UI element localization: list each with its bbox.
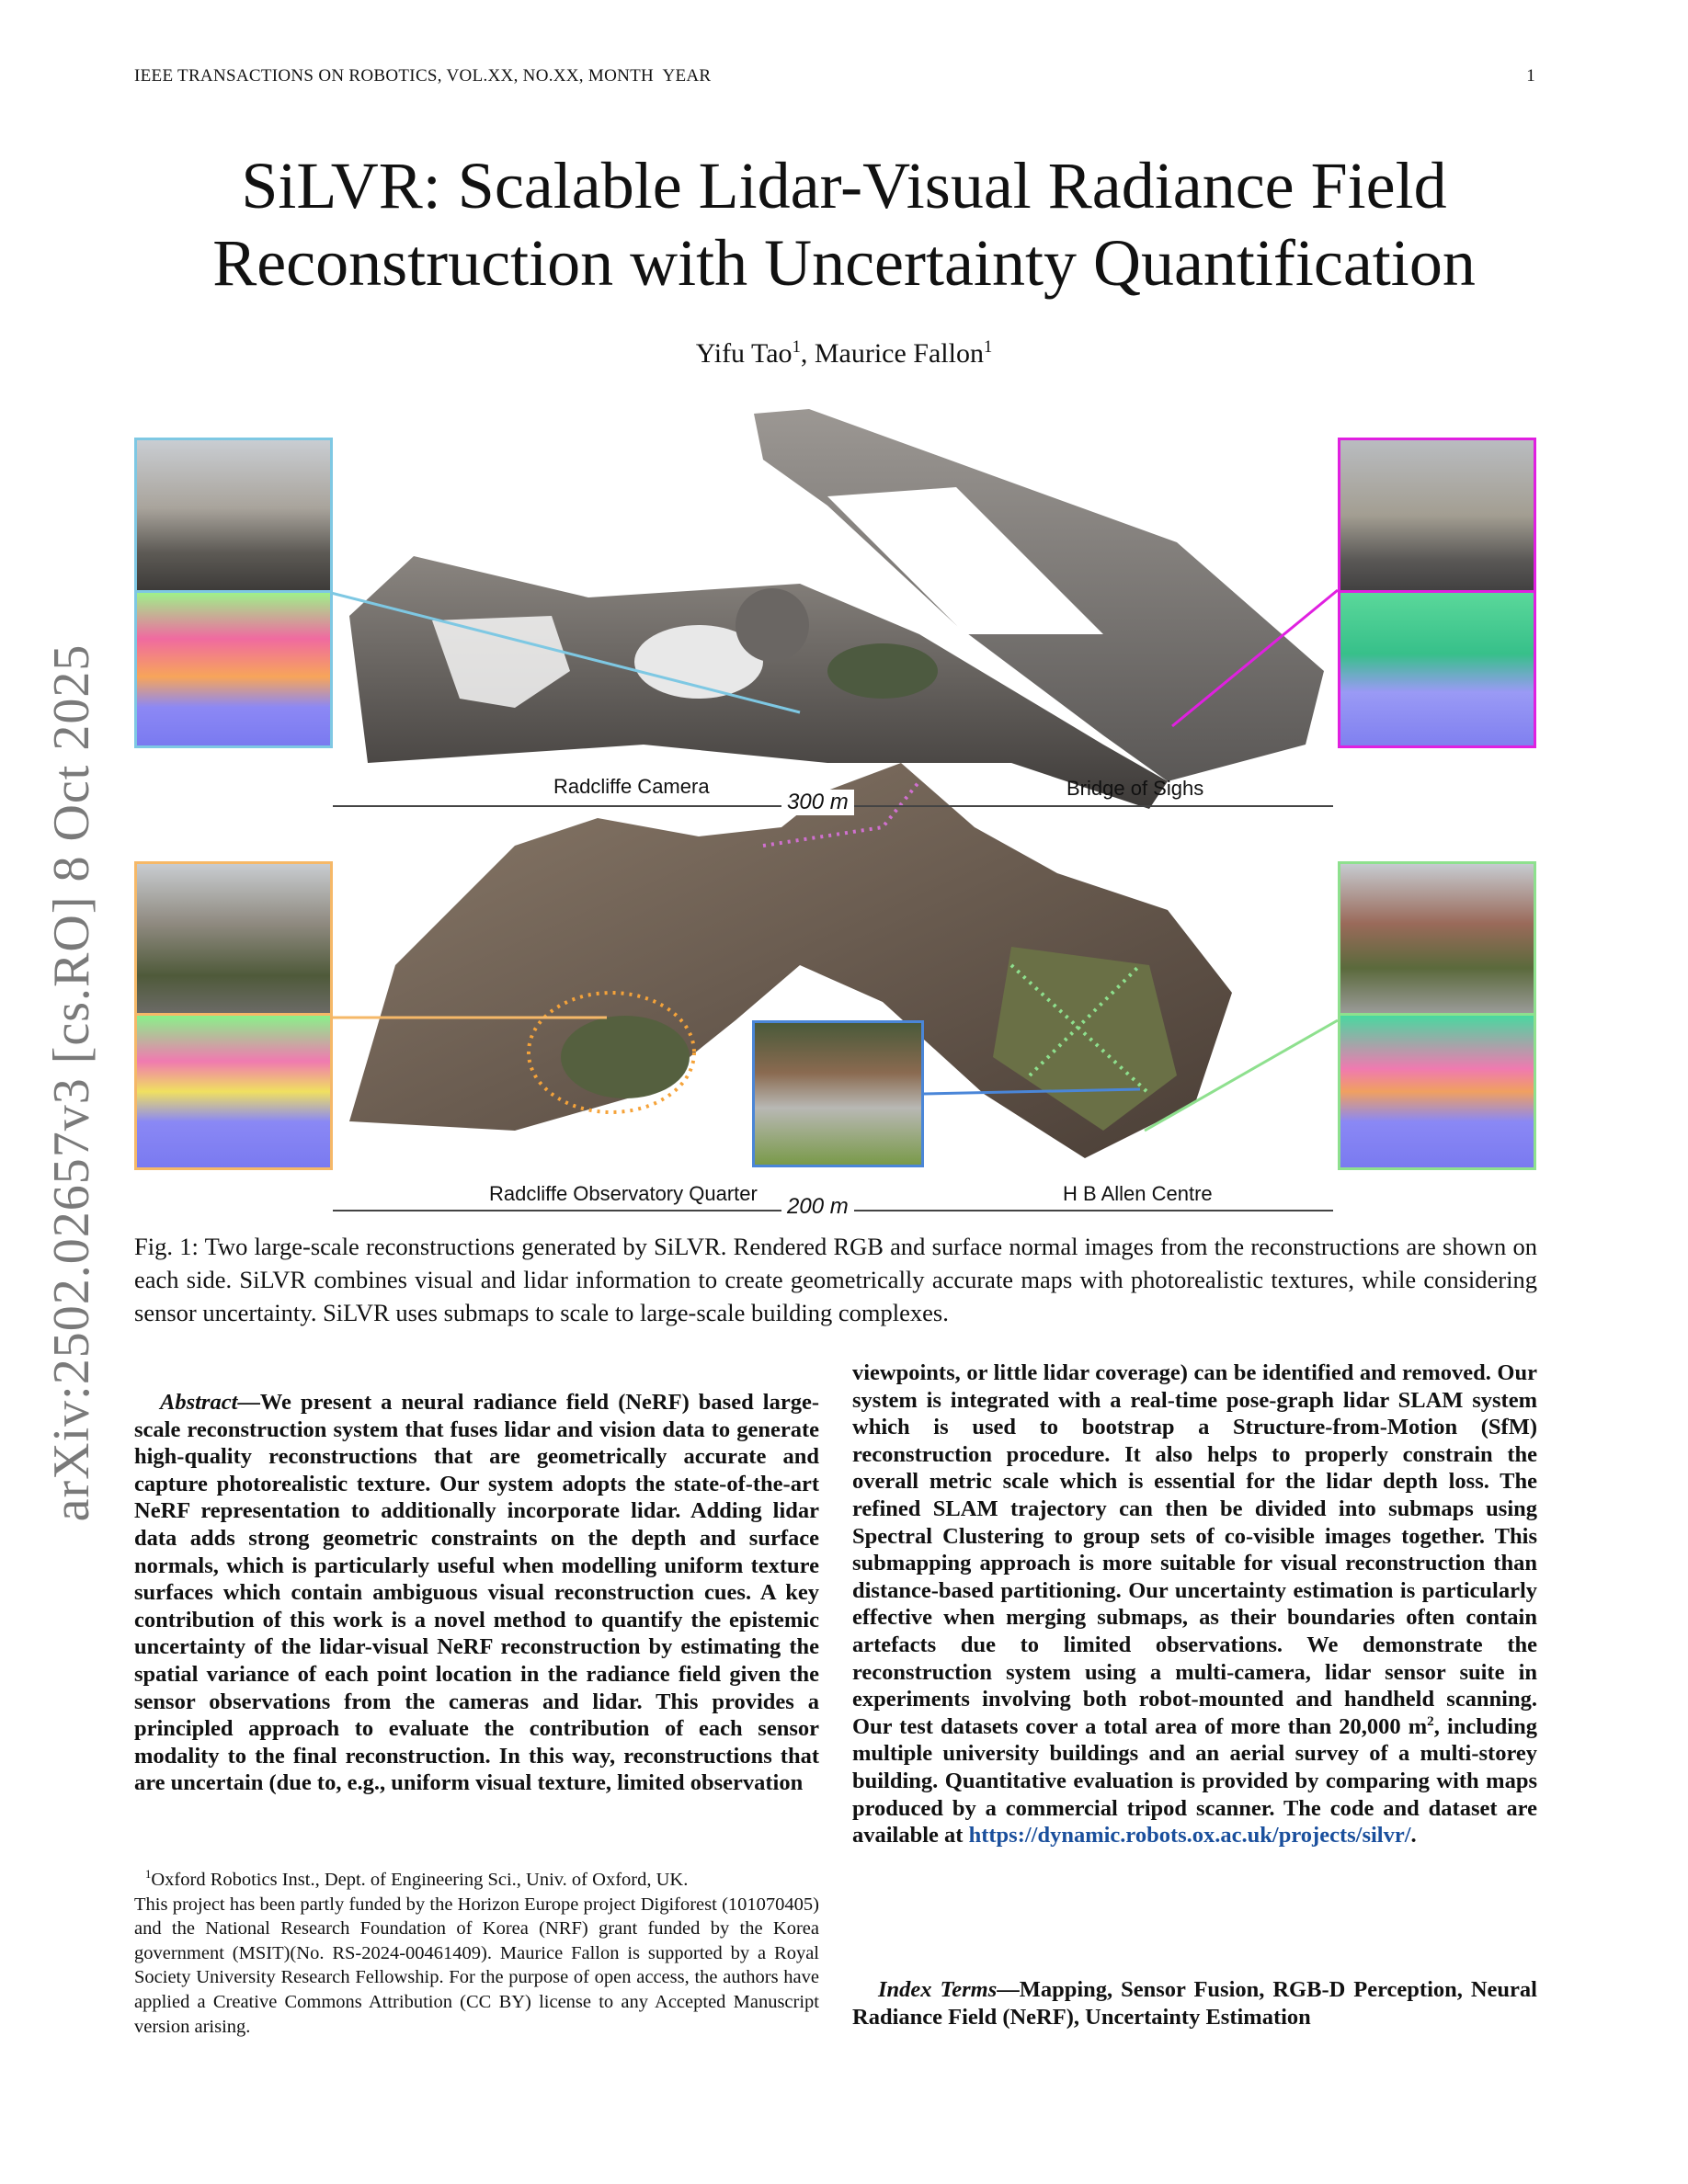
observatory-panel: [134, 861, 333, 1170]
running-header: [134, 66, 1535, 86]
abstract-text: We present a neural radiance field (NeRF) based large-scale reconstruction system that fuses lidar and vision data to generate high-quality reconstructions that are geometrically accurate and capture photorealistic texture. Our system adopts the state-of-the-art NeRF representation to additionally incorporate lidar. Adding lidar data adds strong geometric constraints on the depth and surface normals, which is particularly useful when modelling uniform texture surfaces which contain ambiguous visual reconstruction cues. A key contribution of this work is a novel method to quantify the epistemic uncertainty of the lidar-visual NeRF reconstruction by estimating the spatial variance of each point location in the radiance field given the sensor observations from the cameras and lidar. This provides a principled approach to evaluate the contribution of each sensor modality to the final reconstruction. In this way, reconstructions that are uncertain (due to, e.g., uniform visual texture, limited observation: [134, 1390, 819, 1796]
label-bridge-of-sighs: Bridge of Sighs: [1066, 777, 1204, 800]
caption-text: Two large-scale reconstructions generated by SiLVR. Rendered RGB and surface normal images from the reconstructions are shown on each side. SiLVR combines visual and lidar information to create geometrically accurate maps with photorealistic textures, while considering sensor uncertainty. SiLVR uses submaps to scale to large-scale building complexes.: [134, 1233, 1537, 1326]
label-observatory-quarter: Radcliffe Observatory Quarter: [489, 1182, 758, 1205]
robot-photo: [752, 1020, 924, 1167]
footnote-funding: This project has been partly funded by the Horizon Europe project Digiforest (101070405) and the National Research Foundation of Korea (NRF) grant funded by the Korea government (MSIT)(No. RS-2024-00461409). Maurice Fallon is supported by a Royal Society University Research Fellowship. For the purpose of open access, the authors have applied a Creative Commons Attribution (CC BY) license to any Accepted Manuscript version arising.: [134, 1894, 819, 2037]
author-affiliation: 1: [983, 337, 993, 357]
top-reconstruction: [349, 409, 1324, 809]
index-terms: Index Terms—Mapping, Sensor Fusion, RGB-D Perception, Neural Radiance Field (NeRF), Uncertainty Estimation: [852, 1977, 1537, 2030]
footnote-mark: 1: [145, 1868, 152, 1882]
radcliffe-camera-panel: [134, 438, 333, 748]
index-terms-text: Mapping, Sensor Fusion, RGB-D Perception, Neural Radiance Field (NeRF), Uncertainty Estimation: [852, 1977, 1537, 2030]
bridge-of-sighs-panel: [1338, 438, 1536, 748]
period: .: [1410, 1823, 1417, 1848]
normal-render: [1340, 593, 1534, 745]
footnote: [134, 1868, 819, 2039]
title-line-1: SiLVR: Scalable Lidar-Visual Radiance Field: [241, 149, 1447, 222]
journal-name: IEEE TRANSACTIONS ON ROBOTICS, VOL.XX, NO.XX, MONTH YEAR: [134, 66, 712, 85]
paper-title: [0, 147, 1688, 301]
rgb-render: [137, 864, 330, 1016]
author-list: Yifu Tao$^1$, Maurice Fallon$^1$: [695, 337, 993, 369]
author-name: Maurice Fallon: [814, 338, 984, 369]
abstract-text-continued: viewpoints, or little lidar coverage) can be identified and removed. Our system is integrated with a real-time pose-graph lidar SLAM system which is used to bootstrap a Structure-from-Motion (SfM) reconstruction procedure. It also helps to properly constrain the overall metric scale which is essential for the lidar depth loss. The refined SLAM trajectory can then be divided into submaps using Spectral Clustering to group sets of co-visible images together. This submapping approach is more suitable for visual reconstruction than distance-based partitioning. Our uncertainty estimation is particularly effective when merging submaps, as their boundaries often contain artefacts due to limited observations. We demonstrate the reconstruction system using a multi-camera, lidar sensor suite in experiments involving both robot-mounted and handheld scanning. Our test datasets cover a total area of more than 20,000 m: [852, 1360, 1537, 1739]
page-number: 1: [1526, 66, 1535, 85]
abstract-label: Abstract: [160, 1390, 238, 1415]
normal-render: [137, 1016, 330, 1167]
rgb-render: [1340, 864, 1534, 1016]
allen-centre-panel: [1338, 861, 1536, 1170]
abstract-left-column: Abstract—We present a neural radiance field (NeRF) based large-scale reconstruction system that fuses lidar and vision data to generate high-quality reconstructions that are geometrically accurate and capture photorealistic texture. Our system adopts the state-of-the-art NeRF representation to additionally incorporate lidar. Adding lidar data adds strong geometric constraints on the depth and surface normals, which is particularly useful when modelling uniform texture surfaces which contain ambiguous visual reconstruction cues. A key contribution of this work is a novel method to quantify the epistemic uncertainty of the lidar-visual NeRF reconstruction by estimating the spatial variance of each point location in the radiance field given the sensor observations from the cameras and lidar. This provides a principled approach to evaluate the contribution of each sensor modality to the final reconstruction. In this way, reconstructions that are uncertain (due to, e.g., uniform visual texture, limited observation: [134, 1390, 819, 1796]
normal-render: [1340, 1016, 1534, 1167]
scale-label-bottom: 200 m: [781, 1194, 854, 1220]
rgb-render: [137, 440, 330, 593]
footnote-affiliation: Oxford Robotics Inst., Dept. of Engineering Sci., Univ. of Oxford, UK.: [151, 1870, 689, 1890]
superscript: 2: [1427, 1712, 1434, 1729]
label-radcliffe-camera: Radcliffe Camera: [553, 775, 710, 798]
rgb-render: [1340, 440, 1534, 593]
normal-render: [137, 593, 330, 745]
caption-label: Fig. 1:: [134, 1233, 199, 1260]
arxiv-identifier: arXiv:2502.02657v3 [cs.RO] 8 Oct 2025: [43, 643, 100, 1522]
author-affiliation: 1: [792, 337, 801, 357]
scale-label-top: 300 m: [781, 790, 854, 815]
title-line-2: Reconstruction with Uncertainty Quantification: [212, 226, 1476, 300]
abstract-right-column: [852, 1359, 1537, 1849]
index-terms-label: Index Terms: [878, 1977, 998, 2002]
abstract-text-end: , including multiple university buildings and an aerial survey of a multi-storey building. Quantitative evaluation is provided by comparing with maps produced by a commercial tripod scanner. The code and dataset are available at: [852, 1713, 1537, 1848]
label-allen-centre: H B Allen Centre: [1063, 1182, 1213, 1205]
project-link[interactable]: https://dynamic.robots.ox.ac.uk/projects/silvr/: [968, 1823, 1411, 1848]
figure-caption: [134, 1230, 1537, 1329]
author-name: Yifu Tao: [695, 338, 793, 369]
